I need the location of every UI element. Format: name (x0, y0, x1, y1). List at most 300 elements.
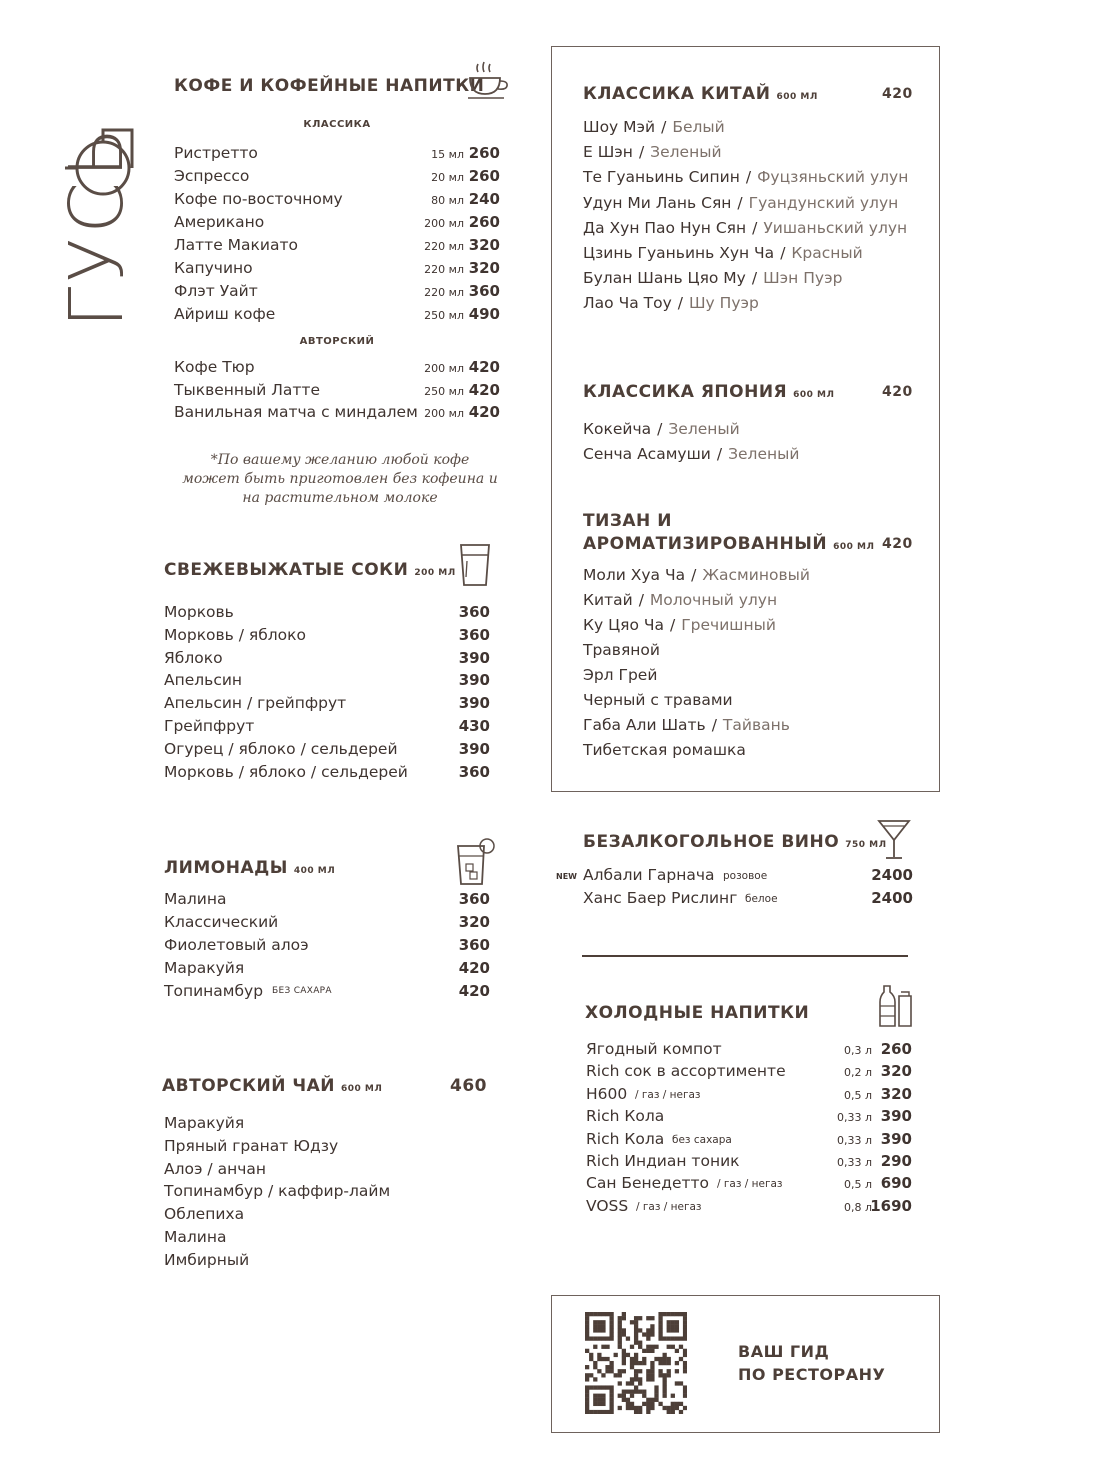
qr-module (626, 1402, 630, 1406)
qr-module (663, 1406, 667, 1410)
qr-module (663, 1373, 667, 1377)
qr-module (593, 1361, 597, 1365)
wine-list (583, 866, 913, 914)
qr-module (679, 1402, 683, 1406)
qr-module (679, 1312, 683, 1316)
qr-module (634, 1353, 638, 1357)
qr-module (597, 1369, 601, 1373)
tea-row (583, 445, 913, 468)
cold-list (586, 1040, 912, 1224)
item-price: 420 (468, 380, 500, 399)
tea-row (583, 566, 913, 589)
tisane-title-line1: ТИЗАН И (583, 511, 672, 531)
item-price: 360 (458, 603, 490, 621)
menu-row (164, 671, 490, 694)
item-name: Эспрессо (174, 167, 250, 185)
qr-module (638, 1406, 642, 1410)
qr-module (630, 1406, 634, 1410)
qr-module (634, 1336, 638, 1340)
qr-module (642, 1390, 646, 1394)
slash-separator: / (716, 445, 723, 463)
coffee-author-list (174, 358, 500, 430)
qr-module (671, 1324, 675, 1328)
china-price: 420 (882, 86, 913, 102)
qr-module (601, 1320, 605, 1324)
china-volume: 600 МЛ (776, 92, 818, 102)
qr-module (642, 1394, 646, 1398)
qr-module (601, 1345, 605, 1349)
qr-module (663, 1385, 667, 1389)
qr-module (585, 1373, 589, 1377)
qr-module (605, 1312, 609, 1316)
author-tea-title-text: АВТОРСКИЙ ЧАЙ (162, 1076, 335, 1096)
qr-module (658, 1324, 662, 1328)
qr-module (634, 1385, 638, 1389)
juices-list (164, 603, 490, 787)
qr-module (642, 1332, 646, 1336)
menu-row (586, 1174, 912, 1197)
tea-name-text: Моли Хуа Ча (583, 566, 686, 584)
item-name: Морковь / яблоко (164, 625, 307, 644)
tea-kind: Молочный улун (649, 591, 778, 609)
qr-module (671, 1394, 675, 1398)
item-volume: 220 мл (424, 263, 464, 276)
qr-module (618, 1341, 622, 1345)
tea-row (583, 118, 913, 141)
tea-name-text: Ку Цяо Ча (583, 616, 664, 634)
coffee-classic-label: КЛАССИКА (303, 119, 371, 130)
qr-module (671, 1345, 675, 1349)
item-price: 2400 (871, 889, 913, 907)
item-note: / газ / негаз (636, 1200, 702, 1213)
tea-row (583, 420, 913, 443)
tea-kind: Жасминовый (702, 566, 810, 584)
qr-module (585, 1398, 589, 1402)
qr-module (646, 1328, 650, 1332)
qr-module (622, 1332, 626, 1336)
menu-row (174, 358, 500, 381)
item-name: H600 (586, 1084, 628, 1103)
qr-module (609, 1385, 613, 1389)
menu-row (164, 626, 490, 649)
qr-module (654, 1394, 658, 1398)
slash-separator: / (691, 566, 697, 584)
item-price: 360 (458, 762, 490, 781)
qr-module (593, 1320, 597, 1324)
tea-row (583, 294, 913, 317)
tea-row (583, 143, 913, 166)
qr-module (663, 1361, 667, 1365)
lemonades-volume: 400 МЛ (293, 866, 336, 876)
item-name: Пряный гранат Юдзу (164, 1136, 339, 1155)
china-list (583, 118, 913, 318)
qr-module (650, 1406, 654, 1410)
item-price: 260 (880, 1040, 912, 1058)
qr-module (601, 1357, 605, 1361)
qr-module (597, 1328, 601, 1332)
qr-module (609, 1328, 613, 1332)
item-name: Малина (164, 1228, 227, 1246)
qr-module (650, 1345, 654, 1349)
qr-module (683, 1316, 687, 1320)
tea-row (583, 691, 913, 714)
qr-module (642, 1402, 646, 1406)
item-price: 690 (880, 1174, 912, 1193)
qr-module (597, 1394, 601, 1398)
qr-module (634, 1357, 638, 1361)
item-name: Американо (174, 213, 265, 231)
qr-module (634, 1328, 638, 1332)
qr-module (667, 1345, 671, 1349)
japan-title-text: КЛАССИКА ЯПОНИЯ (583, 382, 788, 402)
qr-module (667, 1312, 671, 1316)
qr-module (609, 1336, 613, 1340)
qr-module (667, 1361, 671, 1365)
qr-module (626, 1353, 630, 1357)
qr-module (658, 1328, 662, 1332)
tisane-title-line2 (583, 534, 874, 554)
qr-module (679, 1357, 683, 1361)
tea-name (583, 420, 740, 438)
qr-module (593, 1336, 597, 1340)
qr-module (634, 1406, 638, 1410)
qr-module (646, 1410, 650, 1414)
qr-module (683, 1385, 687, 1389)
qr-module (667, 1410, 671, 1414)
qr-module (675, 1361, 679, 1365)
qr-module (675, 1349, 679, 1353)
item-name: Ванильная матча с миндалем (174, 403, 418, 421)
section-divider (582, 955, 908, 957)
tea-name (583, 666, 657, 684)
qr-module (650, 1349, 654, 1353)
qr-module (609, 1406, 613, 1410)
item-name: Классический (164, 913, 279, 931)
menu-row (164, 1114, 464, 1137)
item-price: 320 (458, 913, 490, 931)
qr-module (683, 1353, 687, 1357)
item-name: Облепиха (164, 1205, 245, 1224)
qr-module (634, 1361, 638, 1365)
qr-module (654, 1357, 658, 1361)
qr-module (601, 1328, 605, 1332)
tea-kind: Зеленый (650, 143, 722, 162)
qr-module (663, 1390, 667, 1394)
qr-module (667, 1369, 671, 1373)
qr-module (589, 1353, 593, 1357)
item-name: Албали Гарнача (583, 866, 715, 884)
menu-row (174, 305, 500, 328)
menu-row (164, 936, 490, 959)
qr-module (597, 1312, 601, 1316)
china-title (583, 84, 818, 104)
qr-module (630, 1377, 634, 1381)
item-name: Алоэ / анчан (164, 1159, 266, 1178)
tisane-list (583, 566, 913, 766)
item-price: 420 (458, 982, 490, 1000)
qr-module (622, 1312, 626, 1316)
tea-name-text: Те Гуаньинь Сипин (583, 168, 740, 187)
qr-module (622, 1357, 626, 1361)
menu-row (586, 1085, 912, 1108)
item-price: 390 (458, 648, 490, 667)
tea-name (583, 269, 842, 287)
qr-module (638, 1328, 642, 1332)
qr-module (646, 1402, 650, 1406)
item-name: Сан Бенедетто (586, 1174, 710, 1193)
japan-list (583, 420, 913, 470)
slash-separator: / (657, 420, 663, 438)
qr-module (675, 1328, 679, 1332)
qr-module (663, 1394, 667, 1398)
qr-module (597, 1402, 601, 1406)
item-volume: 200 мл (424, 217, 464, 230)
tea-name-text: Китай (583, 591, 633, 609)
item-volume: 250 мл (424, 384, 464, 398)
qr-module (618, 1316, 622, 1320)
qr-module (597, 1320, 601, 1324)
qr-module (618, 1394, 622, 1398)
qr-module (593, 1385, 597, 1389)
item-note: БЕЗ САХАРА (272, 986, 332, 996)
tea-kind: Тайвань (722, 716, 790, 734)
item-name: Rich Кола (586, 1107, 665, 1126)
qr-module (667, 1320, 671, 1324)
item-volume: 0,33 л (836, 1133, 872, 1147)
item-name: Кофе по-восточному (174, 190, 343, 208)
qr-module (683, 1320, 687, 1324)
item-volume: 250 мл (424, 309, 464, 322)
menu-row (164, 982, 490, 1005)
qr-module (679, 1336, 683, 1340)
item-name: Rich сок в ассортименте (586, 1062, 786, 1081)
qr-module (634, 1341, 638, 1345)
qr-module (634, 1369, 638, 1373)
tea-name-text: Травяной (583, 641, 660, 659)
qr-module (597, 1353, 601, 1357)
qr-module (654, 1398, 658, 1402)
qr-module (650, 1316, 654, 1320)
qr-module (634, 1316, 638, 1320)
qr-module (585, 1320, 589, 1324)
item-name: Ягодный компот (586, 1040, 722, 1058)
qr-module (642, 1357, 646, 1361)
qr-module (683, 1361, 687, 1365)
item-price: 260 (468, 167, 500, 185)
qr-module (585, 1377, 589, 1381)
menu-row (174, 259, 500, 282)
item-volume: 0,3 л (843, 1044, 872, 1057)
qr-module (654, 1390, 658, 1394)
qr-module (622, 1390, 626, 1394)
qr-module (683, 1328, 687, 1332)
qr-module (675, 1381, 679, 1385)
item-note: / газ / негаз (635, 1088, 701, 1101)
qr-module (658, 1369, 662, 1373)
menu-row (164, 1251, 464, 1274)
juices-title-text: СВЕЖЕВЫЖАТЫЕ СОКИ (164, 560, 409, 580)
qr-module (675, 1402, 679, 1406)
coffee-cup-icon (466, 60, 510, 104)
qr-module (667, 1324, 671, 1328)
item-price: 320 (880, 1084, 912, 1103)
qr-module (609, 1316, 613, 1320)
qr-module (605, 1336, 609, 1340)
qr-module (585, 1316, 589, 1320)
menu-row (164, 694, 490, 717)
item-note: без сахара (672, 1133, 732, 1146)
qr-module (597, 1324, 601, 1328)
qr-module (675, 1324, 679, 1328)
item-price: 390 (458, 739, 490, 758)
menu-row (164, 890, 490, 913)
qr-module (593, 1410, 597, 1414)
qr-module (638, 1316, 642, 1320)
item-price: 320 (468, 236, 500, 254)
tea-name-text: Е Шэн (583, 143, 633, 162)
qr-module (646, 1398, 650, 1402)
qr-module (683, 1312, 687, 1316)
qr-module (646, 1345, 650, 1349)
tea-name-text: Габа Али Шать (583, 716, 706, 734)
tea-row (583, 741, 913, 764)
qr-module (679, 1410, 683, 1414)
qr-module (626, 1336, 630, 1340)
item-price: 1690 (870, 1196, 912, 1215)
tea-name-text: Удун Ми Лань Сян (583, 193, 732, 212)
qr-module (638, 1361, 642, 1365)
item-name: VOSS (586, 1196, 629, 1215)
item-price: 320 (468, 259, 500, 277)
menu-row (174, 213, 500, 236)
qr-module (622, 1394, 626, 1398)
tea-name (583, 741, 746, 759)
qr-module (585, 1312, 589, 1316)
tea-name-text: Да Хун Пао Нун Сян (583, 218, 747, 237)
qr-module (585, 1349, 589, 1353)
menu-row (586, 1197, 912, 1220)
item-price: 420 (458, 959, 490, 977)
qr-module (671, 1328, 675, 1332)
qr-module (663, 1357, 667, 1361)
coffee-note: *По вашему желанию любой кофе может быть приготовлен без кофеина и на растительном молоке (182, 452, 498, 506)
qr-module (618, 1381, 622, 1385)
qr-code[interactable] (585, 1312, 687, 1414)
item-name: Латте Макиато (174, 236, 298, 254)
qr-module (667, 1328, 671, 1332)
qr-module (605, 1345, 609, 1349)
qr-module (671, 1312, 675, 1316)
juice-glass-icon (458, 543, 492, 591)
qr-module (675, 1369, 679, 1373)
slash-separator: / (661, 118, 667, 136)
slash-separator: / (780, 244, 786, 262)
qr-module (601, 1398, 605, 1402)
item-name: Rich Кола (586, 1129, 665, 1148)
qr-module (605, 1357, 609, 1361)
qr-module (601, 1324, 605, 1328)
item-volume: 0,5 л (843, 1178, 872, 1192)
tea-row (583, 194, 913, 217)
lemonades-title-text: ЛИМОНАДЫ (164, 858, 288, 878)
tea-row (583, 641, 913, 664)
qr-module (638, 1369, 642, 1373)
menu-row (174, 381, 500, 404)
menu-row (583, 889, 913, 912)
tea-name-text: Цзинь Гуаньинь Хун Ча (583, 244, 775, 262)
qr-module (658, 1320, 662, 1324)
item-name: Апельсин / грейпфрут (164, 694, 347, 713)
item-name: Огурец / яблоко / сельдерей (164, 739, 398, 758)
item-price: 420 (468, 403, 500, 421)
china-title-text: КЛАССИКА КИТАЙ (583, 84, 771, 104)
qr-module (630, 1402, 634, 1406)
slash-separator: / (745, 168, 752, 187)
item-name: Капучино (174, 259, 253, 277)
coffee-author-label: АВТОРСКИЙ (299, 336, 375, 347)
qr-module (601, 1394, 605, 1398)
menu-row (583, 866, 913, 889)
qr-module (609, 1320, 613, 1324)
menu-row (164, 603, 490, 626)
qr-module (679, 1345, 683, 1349)
tea-name-text: Кокейча (583, 420, 652, 438)
qr-module (609, 1332, 613, 1336)
tea-name-text: Тибетская ромашка (583, 741, 746, 759)
slash-separator: / (638, 591, 644, 609)
qr-module (654, 1385, 658, 1389)
menu-row (164, 717, 490, 740)
qr-module (630, 1361, 634, 1365)
tea-kind: Шэн Пуэр (763, 269, 843, 288)
qr-module (601, 1336, 605, 1340)
qr-module (683, 1349, 687, 1353)
qr-module (650, 1402, 654, 1406)
qr-module (597, 1385, 601, 1389)
qr-module (609, 1394, 613, 1398)
menu-row (174, 403, 500, 426)
item-price: 360 (458, 936, 490, 954)
qr-module (638, 1381, 642, 1385)
qr-module (630, 1381, 634, 1385)
qr-module (593, 1398, 597, 1402)
qr-module (585, 1406, 589, 1410)
qr-module (646, 1406, 650, 1410)
qr-module (630, 1390, 634, 1394)
wine-title-text: БЕЗАЛКОГОЛЬНОЕ ВИНО (583, 832, 840, 852)
qr-module (585, 1324, 589, 1328)
item-price: 290 (880, 1152, 912, 1170)
qr-module (618, 1406, 622, 1410)
qr-module (601, 1312, 605, 1316)
qr-module (671, 1402, 675, 1406)
qr-module (650, 1365, 654, 1369)
item-name: Морковь (164, 603, 234, 621)
author-tea-title (162, 1076, 382, 1096)
qr-module (609, 1369, 613, 1373)
menu-row (164, 1205, 464, 1228)
tea-name (583, 591, 777, 609)
menu-row (164, 763, 490, 786)
item-volume: 220 мл (424, 286, 464, 299)
qr-module (642, 1361, 646, 1365)
menu-row (174, 236, 500, 259)
coffee-title: КОФЕ И КОФЕЙНЫЕ НАПИТКИ (174, 76, 485, 96)
qr-module (667, 1406, 671, 1410)
slash-separator: / (638, 143, 645, 162)
qr-module (634, 1377, 638, 1381)
qr-module (609, 1365, 613, 1369)
